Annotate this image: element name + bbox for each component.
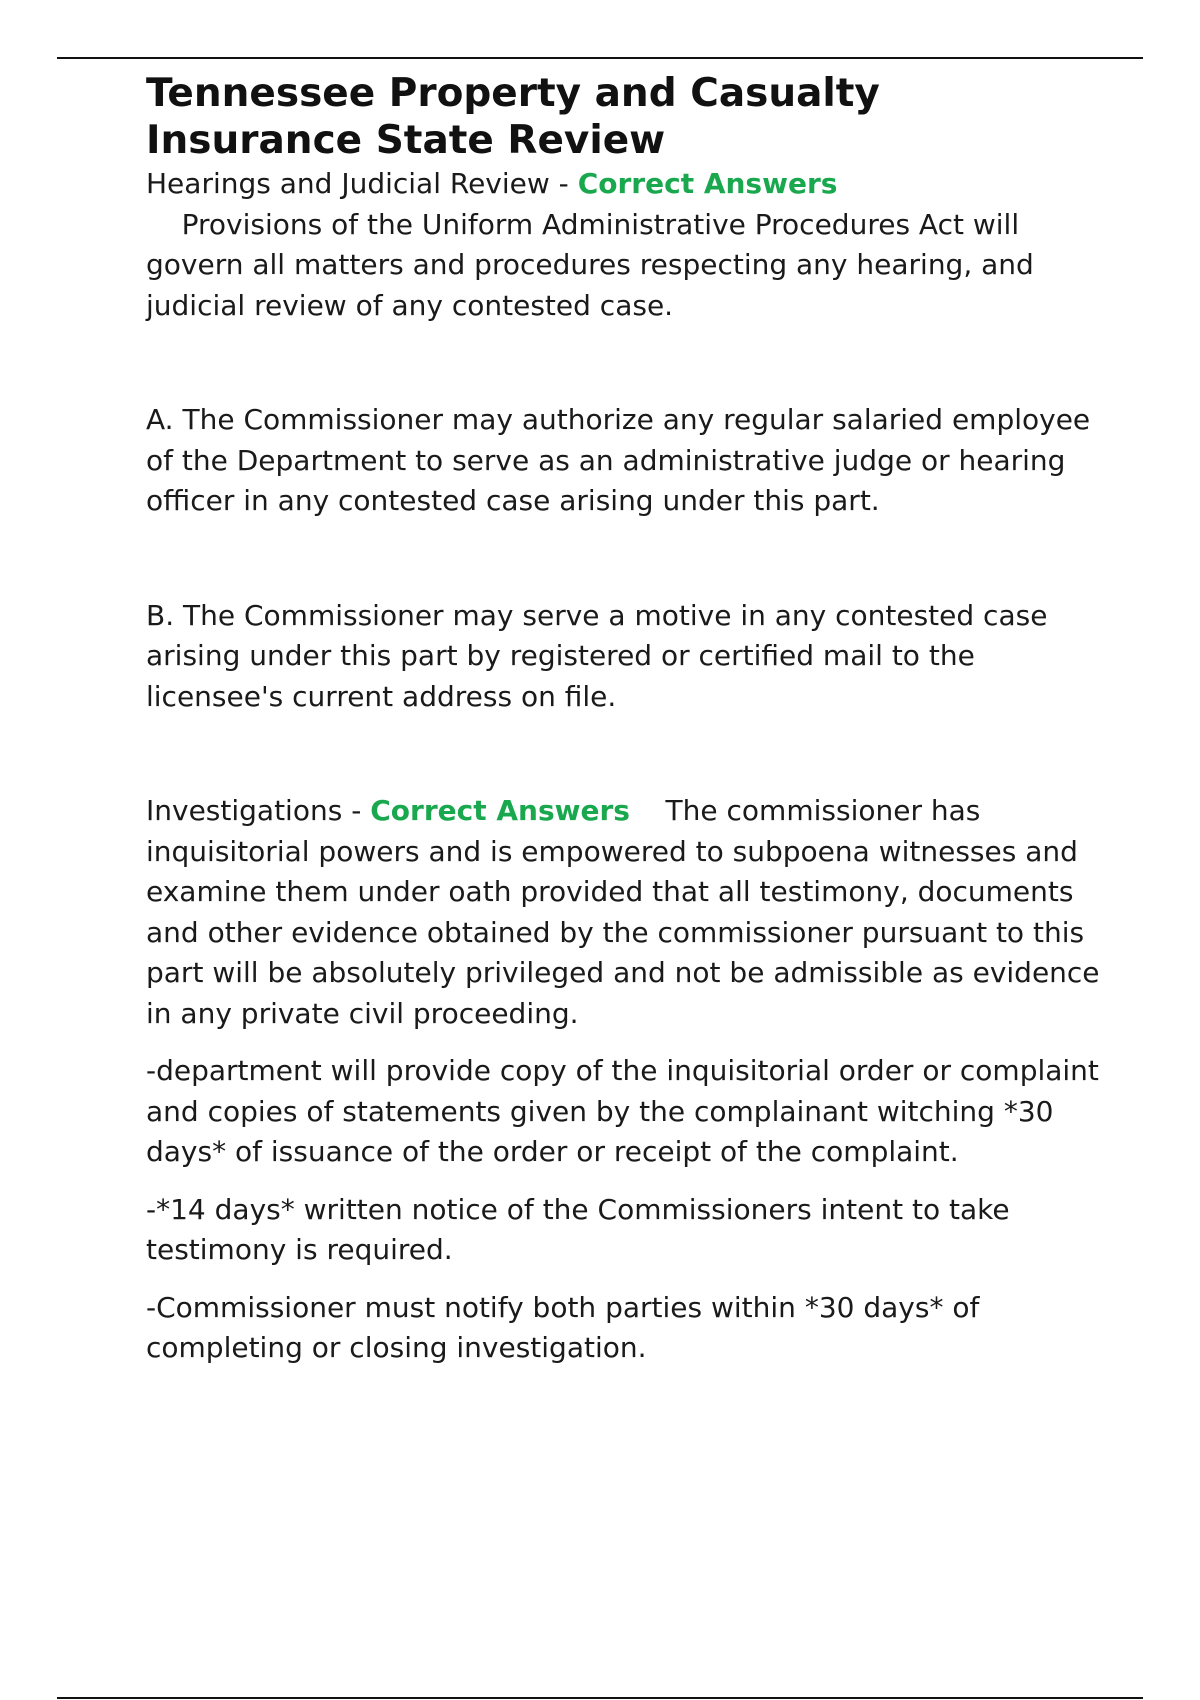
spacer <box>146 717 1106 791</box>
spacer <box>146 1173 1106 1190</box>
hearings-term: Hearings and Judicial Review - <box>146 167 578 200</box>
investigations-answer-text: The commissioner has inquisitorial powers and is empowered to subpoena witnesses and examine them under oath provided that all testimony, documents and other evidence obtained by the commissioner pursuant to this part will be absolutely privileged and not be admissible as evidence in any private civil proceeding. <box>146 794 1109 1030</box>
investigations-note-1: -department will provide copy of the inquisitorial order or complaint and copies of statements given by the complainant witching *30 days* of issuance of the order or receipt of the complaint. <box>146 1054 1099 1168</box>
investigations-term: Investigations - <box>146 794 371 827</box>
spacer <box>146 522 1106 596</box>
document-body <box>146 70 1109 1369</box>
section-hearings <box>146 164 1106 717</box>
hearings-correct-answers-label: Correct Answers <box>577 167 838 200</box>
section-investigations <box>146 791 1109 1369</box>
investigations-correct-answers-label: Correct Answers <box>370 794 630 827</box>
spacer <box>146 1271 1106 1288</box>
hearings-paragraph-b: B. The Commissioner may serve a motive in any contested case arising under this part by registered or certified mail to the licensee's current address on file. <box>146 598 1048 713</box>
bottom-divider <box>57 1697 1143 1699</box>
investigations-note-2: -*14 days* written notice of the Commissioners intent to take testimony is required. <box>146 1192 1010 1266</box>
hearings-answer-text: Provisions of the Uniform Administrative Procedures Act will govern all matters and procedures respecting any hearing, and judicial review of any contested case. <box>146 207 1043 322</box>
investigations-note-3: -Commissioner must notify both parties within *30 days* of completing or closing investigation. <box>146 1290 980 1364</box>
document-title: Tennessee Property and Casualty Insurance State Review <box>146 71 880 163</box>
spacer <box>146 1034 1106 1051</box>
investigations-question <box>146 791 1109 1034</box>
hearings-paragraph-a: A. The Commissioner may authorize any regular salaried employee of the Department to serve as an administrative judge or hearing officer in any contested case arising under this part. <box>146 403 1091 517</box>
hearings-question <box>146 164 1106 326</box>
top-divider <box>57 57 1143 59</box>
spacer <box>146 326 1106 400</box>
